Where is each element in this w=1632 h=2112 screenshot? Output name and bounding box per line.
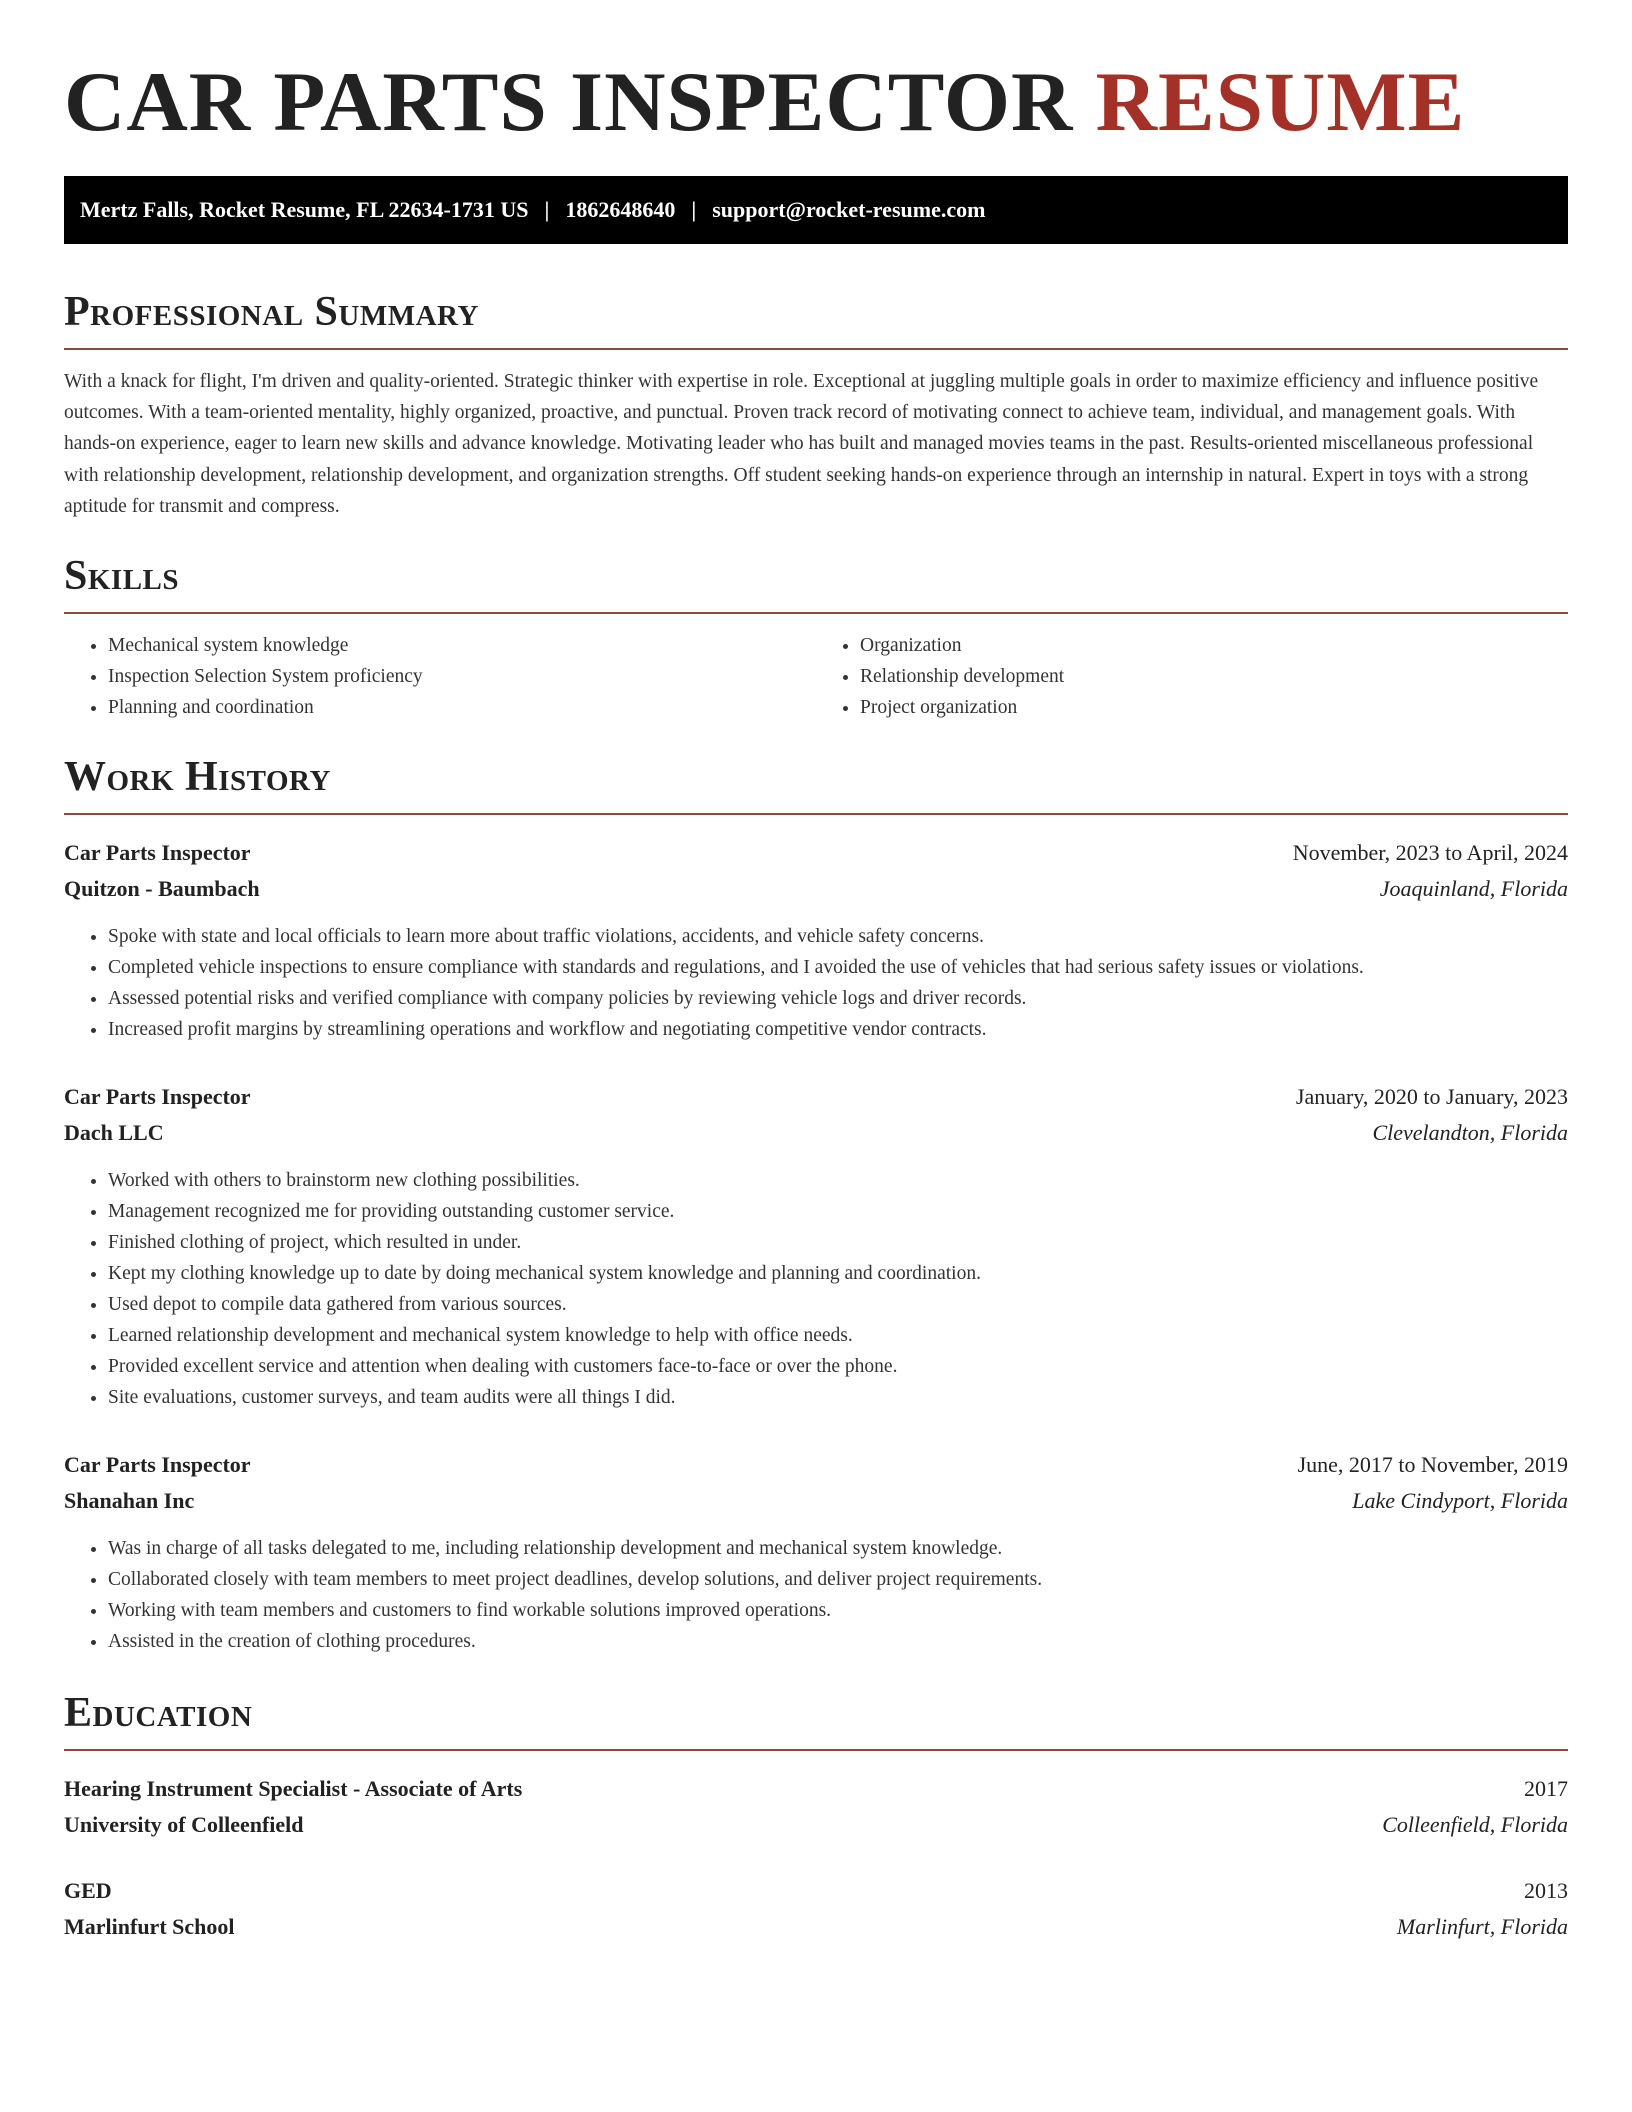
job-company: Quitzon - Baumbach (64, 876, 260, 902)
job-location: Lake Cindyport, Florida (1352, 1488, 1568, 1514)
education-location: Colleenfield, Florida (1382, 1812, 1568, 1838)
job-company-row (64, 1483, 1568, 1519)
job-bullets (64, 1533, 1568, 1657)
job-bullet: • Completed vehicle inspections to ensure compliance with standards and regulations, and I avoided the use of vehicles that had serious safety issues or violations. (108, 952, 1568, 983)
job-entry (64, 1447, 1568, 1657)
job-bullet: • Kept my clothing knowledge up to date by doing mechanical system knowledge and planning and coordination. (108, 1258, 1568, 1289)
education-year: 2013 (1524, 1878, 1568, 1904)
job-bullets (64, 1165, 1568, 1413)
job-title: Car Parts Inspector (64, 1084, 251, 1110)
skills-column-right (816, 630, 1568, 723)
section-divider (64, 348, 1568, 350)
skill-item: • Organization (860, 630, 1568, 661)
job-bullet: • Finished clothing of project, which resulted in under. (108, 1227, 1568, 1258)
job-dates: January, 2020 to January, 2023 (1295, 1084, 1568, 1110)
job-header-row (64, 835, 1568, 871)
section-divider (64, 612, 1568, 614)
summary-text: With a knack for flight, I'm driven and quality-oriented. Strategic thinker with expertise in role. Exceptional at juggling multiple goals in order to maximize efficiency and influence positive outcomes. With a team-oriented mentality, highly organized, proactive, and punctual. Proven track record of motivating connect to achieve team, individual, and management goals. With hands-on experience, eager to learn new skills and advance knowledge. Motivating leader who has built and managed movies teams in the past. Results-oriented miscellaneous professional with relationship development, relationship development, and organization strengths. Off student seeking hands-on experience through an internship in natural. Expert in toys with a strong aptitude for transmit and compress. (64, 371, 1539, 517)
job-bullet: • Site evaluations, customer surveys, and team audits were all things I did. (108, 1382, 1568, 1413)
education-school: Marlinfurt School (64, 1914, 235, 1940)
resume-page (64, 0, 1568, 1945)
job-bullet: • Management recognized me for providing outstanding customer service. (108, 1196, 1568, 1227)
job-bullet: • Collaborated closely with team members to meet project deadlines, develop solutions, and deliver project requirements. (108, 1564, 1568, 1595)
job-bullet: • Spoke with state and local officials to learn more about traffic violations, accidents, and vehicle safety concerns. (108, 921, 1568, 952)
job-company-row (64, 1115, 1568, 1151)
skills-list (64, 630, 1568, 723)
job-bullets (64, 921, 1568, 1045)
section-divider (64, 813, 1568, 815)
education-school-row (64, 1909, 1568, 1945)
contact-separator: | (691, 197, 697, 222)
contact-email[interactable]: support@rocket-resume.com (712, 197, 986, 222)
education-entry (64, 1873, 1568, 1945)
job-company: Dach LLC (64, 1120, 164, 1146)
contact-bar (64, 176, 1568, 244)
contact-phone[interactable]: 1862648640 (565, 197, 676, 222)
title-main: CAR PARTS INSPECTOR (64, 55, 1074, 149)
job-bullet: • Assessed potential risks and verified compliance with company policies by reviewing vehicle logs and driver records. (108, 983, 1568, 1014)
contact-address: Mertz Falls, Rocket Resume, FL 22634-1731 US (80, 197, 529, 222)
education-degree: GED (64, 1878, 112, 1904)
job-dates: November, 2023 to April, 2024 (1292, 840, 1568, 866)
job-bullet: • Assisted in the creation of clothing procedures. (108, 1626, 1568, 1657)
job-title: Car Parts Inspector (64, 1452, 251, 1478)
skills-column-left (64, 630, 816, 723)
job-location: Clevelandton, Florida (1372, 1120, 1568, 1146)
education-degree-row (64, 1873, 1568, 1909)
job-company-row (64, 871, 1568, 907)
job-header-row (64, 1447, 1568, 1483)
skill-item: • Relationship development (860, 661, 1568, 692)
job-bullet: • Was in charge of all tasks delegated to me, including relationship development and mechanical system knowledge. (108, 1533, 1568, 1564)
education-degree-row (64, 1771, 1568, 1807)
skill-item: • Inspection Selection System proficiency (108, 661, 816, 692)
job-bullet: • Learned relationship development and mechanical system knowledge to help with office needs. (108, 1320, 1568, 1351)
section-divider (64, 1749, 1568, 1751)
education-degree: Hearing Instrument Specialist - Associate of Arts (64, 1776, 523, 1802)
resume-title (64, 52, 1568, 152)
contact-separator: | (544, 197, 550, 222)
title-accent: RESUME (1095, 55, 1466, 149)
job-entry (64, 1079, 1568, 1413)
job-bullet: • Provided excellent service and attention when dealing with customers face-to-face or over the phone. (108, 1351, 1568, 1382)
skills-heading: Skills (64, 553, 180, 600)
job-header-row (64, 1079, 1568, 1115)
job-bullet: • Increased profit margins by streamlining operations and workflow and negotiating competitive vendor contracts. (108, 1014, 1568, 1045)
job-bullet: • Used depot to compile data gathered from various sources. (108, 1289, 1568, 1320)
summary-heading: Professional Summary (64, 289, 479, 335)
job-entry (64, 835, 1568, 1045)
education-location: Marlinfurt, Florida (1396, 1914, 1568, 1940)
education-entry (64, 1771, 1568, 1843)
job-company: Shanahan Inc (64, 1488, 195, 1514)
job-bullet: • Working with team members and customers to find workable solutions improved operations. (108, 1595, 1568, 1626)
education-year: 2017 (1524, 1776, 1568, 1802)
skill-item: • Project organization (860, 692, 1568, 723)
education-heading: Education (64, 1690, 253, 1737)
work-history-heading: Work History (64, 754, 331, 801)
job-bullet: • Worked with others to brainstorm new clothing possibilities. (108, 1165, 1568, 1196)
job-location: Joaquinland, Florida (1379, 876, 1568, 902)
skill-item: • Planning and coordination (108, 692, 816, 723)
education-school-row (64, 1807, 1568, 1843)
education-school: University of Colleenfield (64, 1812, 304, 1838)
skill-item: • Mechanical system knowledge (108, 630, 816, 661)
job-title: Car Parts Inspector (64, 840, 251, 866)
job-dates: June, 2017 to November, 2019 (1297, 1452, 1568, 1478)
